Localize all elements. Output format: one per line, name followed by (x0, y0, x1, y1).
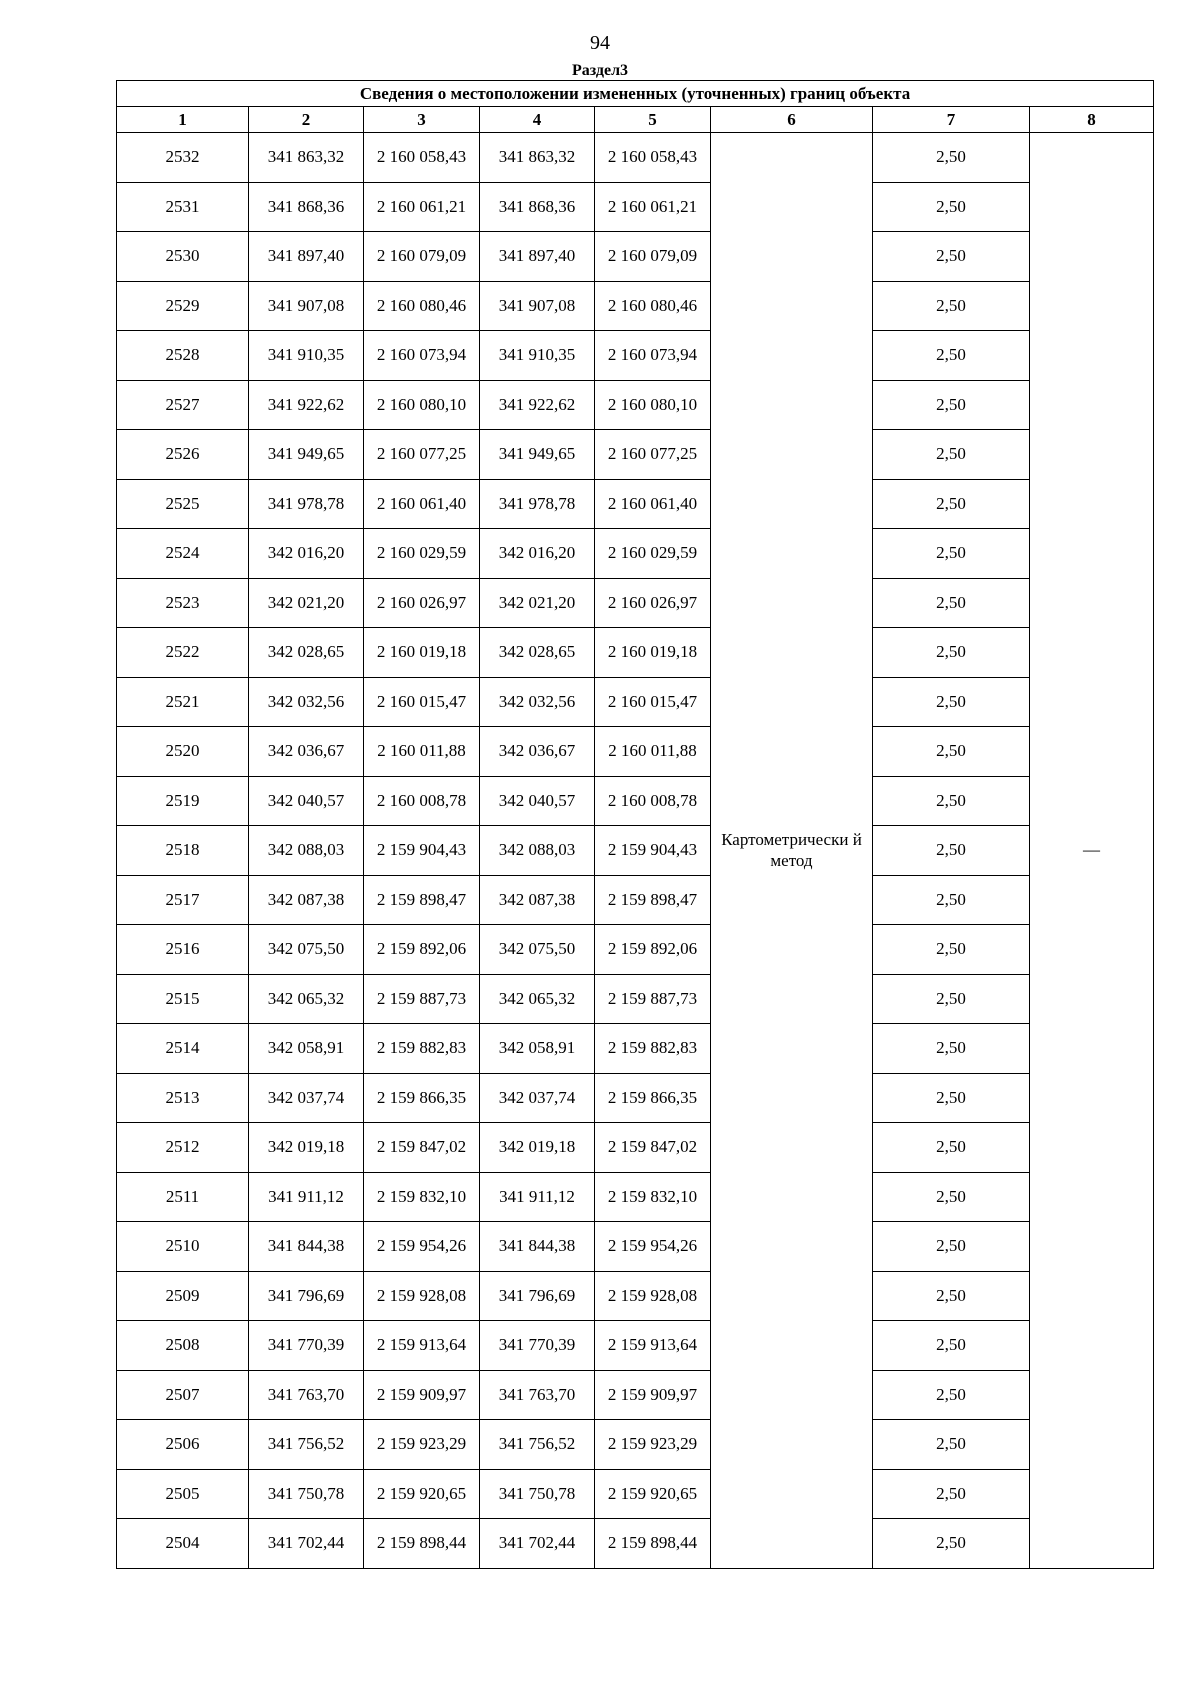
x-new-cell: 341 863,32 (480, 133, 595, 183)
x-old-cell: 341 796,69 (249, 1271, 364, 1321)
x-old-cell: 342 075,50 (249, 925, 364, 975)
table-row (117, 1519, 1154, 1569)
table-row (117, 1222, 1154, 1272)
x-old-cell: 341 763,70 (249, 1370, 364, 1420)
y-new-cell: 2 160 026,97 (595, 578, 711, 628)
table-row (117, 875, 1154, 925)
x-old-cell: 341 750,78 (249, 1469, 364, 1519)
accuracy-cell: 2,50 (873, 529, 1030, 579)
accuracy-cell: 2,50 (873, 1321, 1030, 1371)
point-number-cell: 2532 (117, 133, 249, 183)
y-new-cell: 2 159 882,83 (595, 1024, 711, 1074)
y-old-cell: 2 159 832,10 (364, 1172, 480, 1222)
accuracy-cell: 2,50 (873, 232, 1030, 282)
y-old-cell: 2 160 061,40 (364, 479, 480, 529)
point-number-cell: 2516 (117, 925, 249, 975)
y-old-cell: 2 159 892,06 (364, 925, 480, 975)
table-row (117, 1172, 1154, 1222)
x-old-cell: 342 016,20 (249, 529, 364, 579)
y-old-cell: 2 159 847,02 (364, 1123, 480, 1173)
point-number-cell: 2509 (117, 1271, 249, 1321)
table-row (117, 529, 1154, 579)
y-old-cell: 2 160 080,46 (364, 281, 480, 331)
point-number-cell: 2530 (117, 232, 249, 282)
column-number: 2 (249, 107, 364, 133)
y-old-cell: 2 160 061,21 (364, 182, 480, 232)
y-new-cell: 2 160 029,59 (595, 529, 711, 579)
x-new-cell: 341 978,78 (480, 479, 595, 529)
x-new-cell: 342 088,03 (480, 826, 595, 876)
x-old-cell: 341 978,78 (249, 479, 364, 529)
x-new-cell: 341 910,35 (480, 331, 595, 381)
x-old-cell: 342 019,18 (249, 1123, 364, 1173)
y-new-cell: 2 160 077,25 (595, 430, 711, 480)
column-number: 7 (873, 107, 1030, 133)
x-new-cell: 341 949,65 (480, 430, 595, 480)
point-number-cell: 2529 (117, 281, 249, 331)
accuracy-cell: 2,50 (873, 1123, 1030, 1173)
table-row (117, 727, 1154, 777)
y-old-cell: 2 159 898,47 (364, 875, 480, 925)
accuracy-cell: 2,50 (873, 578, 1030, 628)
y-new-cell: 2 160 011,88 (595, 727, 711, 777)
table-row (117, 1370, 1154, 1420)
x-new-cell: 342 021,20 (480, 578, 595, 628)
point-number-cell: 2522 (117, 628, 249, 678)
y-new-cell: 2 160 058,43 (595, 133, 711, 183)
y-new-cell: 2 159 898,47 (595, 875, 711, 925)
y-new-cell: 2 159 909,97 (595, 1370, 711, 1420)
y-old-cell: 2 159 904,43 (364, 826, 480, 876)
x-new-cell: 342 087,38 (480, 875, 595, 925)
table-row (117, 1123, 1154, 1173)
accuracy-cell: 2,50 (873, 1172, 1030, 1222)
x-old-cell: 341 844,38 (249, 1222, 364, 1272)
point-number-cell: 2511 (117, 1172, 249, 1222)
table-row (117, 1073, 1154, 1123)
y-old-cell: 2 159 920,65 (364, 1469, 480, 1519)
y-new-cell: 2 159 923,29 (595, 1420, 711, 1470)
point-number-cell: 2524 (117, 529, 249, 579)
point-number-cell: 2525 (117, 479, 249, 529)
y-new-cell: 2 159 832,10 (595, 1172, 711, 1222)
x-old-cell: 341 863,32 (249, 133, 364, 183)
point-number-cell: 2517 (117, 875, 249, 925)
y-old-cell: 2 160 011,88 (364, 727, 480, 777)
y-old-cell: 2 159 928,08 (364, 1271, 480, 1321)
x-old-cell: 342 032,56 (249, 677, 364, 727)
accuracy-cell: 2,50 (873, 776, 1030, 826)
point-number-cell: 2508 (117, 1321, 249, 1371)
accuracy-cell: 2,50 (873, 331, 1030, 381)
y-old-cell: 2 160 080,10 (364, 380, 480, 430)
y-old-cell: 2 159 898,44 (364, 1519, 480, 1569)
table-row (117, 628, 1154, 678)
point-number-cell: 2515 (117, 974, 249, 1024)
point-number-cell: 2506 (117, 1420, 249, 1470)
accuracy-cell: 2,50 (873, 1420, 1030, 1470)
x-new-cell: 341 868,36 (480, 182, 595, 232)
accuracy-cell: 2,50 (873, 1519, 1030, 1569)
table-row (117, 776, 1154, 826)
point-number-cell: 2513 (117, 1073, 249, 1123)
x-old-cell: 341 868,36 (249, 182, 364, 232)
table-row (117, 974, 1154, 1024)
y-new-cell: 2 159 892,06 (595, 925, 711, 975)
y-new-cell: 2 159 866,35 (595, 1073, 711, 1123)
x-old-cell: 341 770,39 (249, 1321, 364, 1371)
y-old-cell: 2 160 077,25 (364, 430, 480, 480)
x-old-cell: 341 922,62 (249, 380, 364, 430)
accuracy-cell: 2,50 (873, 925, 1030, 975)
y-new-cell: 2 159 954,26 (595, 1222, 711, 1272)
x-old-cell: 342 087,38 (249, 875, 364, 925)
y-old-cell: 2 159 954,26 (364, 1222, 480, 1272)
column-number: 1 (117, 107, 249, 133)
table-row (117, 133, 1154, 183)
accuracy-cell: 2,50 (873, 1469, 1030, 1519)
y-new-cell: 2 159 887,73 (595, 974, 711, 1024)
x-new-cell: 342 019,18 (480, 1123, 595, 1173)
x-new-cell: 341 897,40 (480, 232, 595, 282)
y-new-cell: 2 160 061,40 (595, 479, 711, 529)
table-row (117, 1321, 1154, 1371)
x-old-cell: 342 028,65 (249, 628, 364, 678)
x-old-cell: 342 040,57 (249, 776, 364, 826)
y-new-cell: 2 160 061,21 (595, 182, 711, 232)
point-number-cell: 2523 (117, 578, 249, 628)
y-new-cell: 2 160 008,78 (595, 776, 711, 826)
y-new-cell: 2 159 847,02 (595, 1123, 711, 1173)
accuracy-cell: 2,50 (873, 281, 1030, 331)
column-number-row (117, 107, 1154, 133)
table-caption: Сведения о местоположении измененных (уточненных) границ объекта (117, 81, 1154, 107)
point-number-cell: 2519 (117, 776, 249, 826)
accuracy-cell: 2,50 (873, 875, 1030, 925)
x-new-cell: 342 058,91 (480, 1024, 595, 1074)
point-number-cell: 2512 (117, 1123, 249, 1173)
table-row (117, 331, 1154, 381)
x-new-cell: 342 036,67 (480, 727, 595, 777)
x-new-cell: 342 028,65 (480, 628, 595, 678)
x-old-cell: 342 021,20 (249, 578, 364, 628)
x-new-cell: 341 844,38 (480, 1222, 595, 1272)
accuracy-cell: 2,50 (873, 727, 1030, 777)
point-number-cell: 2504 (117, 1519, 249, 1569)
table-row (117, 677, 1154, 727)
x-old-cell: 341 756,52 (249, 1420, 364, 1470)
x-old-cell: 341 702,44 (249, 1519, 364, 1569)
table-row (117, 430, 1154, 480)
y-new-cell: 2 159 920,65 (595, 1469, 711, 1519)
accuracy-cell: 2,50 (873, 677, 1030, 727)
accuracy-cell: 2,50 (873, 182, 1030, 232)
point-number-cell: 2507 (117, 1370, 249, 1420)
page-number: 94 (590, 32, 610, 54)
y-old-cell: 2 159 866,35 (364, 1073, 480, 1123)
accuracy-cell: 2,50 (873, 974, 1030, 1024)
x-new-cell: 342 065,32 (480, 974, 595, 1024)
table-row (117, 826, 1154, 876)
y-old-cell: 2 160 019,18 (364, 628, 480, 678)
x-new-cell: 342 040,57 (480, 776, 595, 826)
point-number-cell: 2510 (117, 1222, 249, 1272)
accuracy-cell: 2,50 (873, 133, 1030, 183)
x-new-cell: 342 016,20 (480, 529, 595, 579)
x-new-cell: 341 911,12 (480, 1172, 595, 1222)
point-number-cell: 2531 (117, 182, 249, 232)
accuracy-cell: 2,50 (873, 479, 1030, 529)
x-new-cell: 341 763,70 (480, 1370, 595, 1420)
y-old-cell: 2 159 909,97 (364, 1370, 480, 1420)
x-new-cell: 341 770,39 (480, 1321, 595, 1371)
x-new-cell: 341 796,69 (480, 1271, 595, 1321)
accuracy-cell: 2,50 (873, 1271, 1030, 1321)
point-number-cell: 2514 (117, 1024, 249, 1074)
y-new-cell: 2 159 898,44 (595, 1519, 711, 1569)
y-new-cell: 2 160 015,47 (595, 677, 711, 727)
y-old-cell: 2 160 058,43 (364, 133, 480, 183)
x-old-cell: 341 897,40 (249, 232, 364, 282)
x-new-cell: 341 702,44 (480, 1519, 595, 1569)
table-row (117, 380, 1154, 430)
y-new-cell: 2 160 079,09 (595, 232, 711, 282)
table-row (117, 578, 1154, 628)
accuracy-cell: 2,50 (873, 1073, 1030, 1123)
y-old-cell: 2 159 913,64 (364, 1321, 480, 1371)
point-number-cell: 2527 (117, 380, 249, 430)
x-new-cell: 341 922,62 (480, 380, 595, 430)
y-new-cell: 2 160 073,94 (595, 331, 711, 381)
column-number: 3 (364, 107, 480, 133)
x-old-cell: 342 088,03 (249, 826, 364, 876)
table-row (117, 1024, 1154, 1074)
x-new-cell: 342 075,50 (480, 925, 595, 975)
accuracy-cell: 2,50 (873, 628, 1030, 678)
column-8-cell: — (1030, 133, 1154, 1569)
point-number-cell: 2526 (117, 430, 249, 480)
x-new-cell: 341 907,08 (480, 281, 595, 331)
column-number: 8 (1030, 107, 1154, 133)
x-old-cell: 342 058,91 (249, 1024, 364, 1074)
table-row (117, 1271, 1154, 1321)
y-old-cell: 2 160 008,78 (364, 776, 480, 826)
table-row (117, 1420, 1154, 1470)
y-new-cell: 2 160 019,18 (595, 628, 711, 678)
x-new-cell: 341 756,52 (480, 1420, 595, 1470)
method-cell: Картометрически й метод (711, 133, 873, 1569)
table-row (117, 925, 1154, 975)
point-number-cell: 2528 (117, 331, 249, 381)
section-title: Раздел3 (571, 62, 629, 79)
column-number: 6 (711, 107, 873, 133)
table-row (117, 281, 1154, 331)
accuracy-cell: 2,50 (873, 1222, 1030, 1272)
y-old-cell: 2 160 026,97 (364, 578, 480, 628)
table-row (117, 182, 1154, 232)
y-old-cell: 2 160 079,09 (364, 232, 480, 282)
x-old-cell: 342 065,32 (249, 974, 364, 1024)
x-old-cell: 342 037,74 (249, 1073, 364, 1123)
point-number-cell: 2505 (117, 1469, 249, 1519)
y-new-cell: 2 159 928,08 (595, 1271, 711, 1321)
table-row (117, 479, 1154, 529)
column-number: 5 (595, 107, 711, 133)
x-old-cell: 341 910,35 (249, 331, 364, 381)
accuracy-cell: 2,50 (873, 826, 1030, 876)
x-new-cell: 342 032,56 (480, 677, 595, 727)
y-old-cell: 2 160 015,47 (364, 677, 480, 727)
table-row (117, 1469, 1154, 1519)
table-body (117, 133, 1154, 1569)
point-number-cell: 2518 (117, 826, 249, 876)
point-number-cell: 2521 (117, 677, 249, 727)
y-new-cell: 2 160 080,46 (595, 281, 711, 331)
x-old-cell: 342 036,67 (249, 727, 364, 777)
accuracy-cell: 2,50 (873, 380, 1030, 430)
accuracy-cell: 2,50 (873, 1370, 1030, 1420)
y-old-cell: 2 160 029,59 (364, 529, 480, 579)
y-old-cell: 2 159 887,73 (364, 974, 480, 1024)
y-new-cell: 2 159 904,43 (595, 826, 711, 876)
x-new-cell: 342 037,74 (480, 1073, 595, 1123)
accuracy-cell: 2,50 (873, 430, 1030, 480)
table-row (117, 232, 1154, 282)
x-old-cell: 341 907,08 (249, 281, 364, 331)
x-old-cell: 341 911,12 (249, 1172, 364, 1222)
y-new-cell: 2 159 913,64 (595, 1321, 711, 1371)
point-number-cell: 2520 (117, 727, 249, 777)
boundary-points-table (116, 80, 1154, 1569)
x-new-cell: 341 750,78 (480, 1469, 595, 1519)
y-old-cell: 2 160 073,94 (364, 331, 480, 381)
y-old-cell: 2 159 882,83 (364, 1024, 480, 1074)
y-old-cell: 2 159 923,29 (364, 1420, 480, 1470)
y-new-cell: 2 160 080,10 (595, 380, 711, 430)
column-number: 4 (480, 107, 595, 133)
accuracy-cell: 2,50 (873, 1024, 1030, 1074)
x-old-cell: 341 949,65 (249, 430, 364, 480)
